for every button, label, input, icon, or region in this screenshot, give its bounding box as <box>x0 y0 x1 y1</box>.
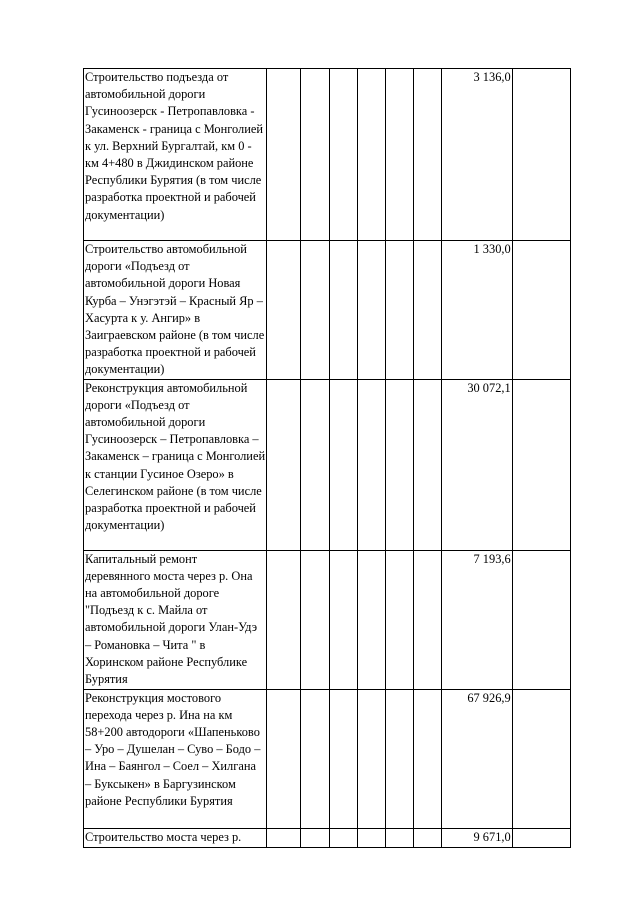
empty-cell <box>301 828 329 847</box>
table-row <box>84 689 571 828</box>
empty-cell <box>329 828 357 847</box>
empty-cell <box>267 241 301 380</box>
table-row <box>84 241 571 380</box>
empty-cell <box>357 550 385 689</box>
empty-cell <box>512 689 570 828</box>
empty-cell <box>329 69 357 241</box>
empty-cell <box>329 689 357 828</box>
empty-cell <box>413 379 441 550</box>
amount-cell: 3 136,0 <box>441 69 512 241</box>
empty-cell <box>357 379 385 550</box>
empty-cell <box>357 828 385 847</box>
table-row <box>84 69 571 241</box>
project-name-cell: Строительство автомобильной дороги «Подъезд от автомобильной дороги Новая Курба – Унэгэтэй – Красный Яр – Хасурта к у. Ангир» в Заиграевском районе (в том числе разработка проектной и рабочей документации) <box>84 241 267 380</box>
empty-cell <box>512 69 570 241</box>
empty-cell <box>512 550 570 689</box>
amount-cell: 30 072,1 <box>441 379 512 550</box>
empty-cell <box>357 69 385 241</box>
amount-cell: 7 193,6 <box>441 550 512 689</box>
empty-cell <box>512 828 570 847</box>
empty-cell <box>413 689 441 828</box>
empty-cell <box>385 828 413 847</box>
empty-cell <box>413 550 441 689</box>
empty-cell <box>385 550 413 689</box>
table-row <box>84 828 571 847</box>
amount-cell: 1 330,0 <box>441 241 512 380</box>
empty-cell <box>512 241 570 380</box>
empty-cell <box>329 550 357 689</box>
table-row <box>84 379 571 550</box>
table-row <box>84 550 571 689</box>
project-name-cell: Строительство моста через р. <box>84 828 267 847</box>
empty-cell <box>267 550 301 689</box>
empty-cell <box>329 241 357 380</box>
project-name-cell: Строительство подъезда от автомобильной дороги Гусиноозерск - Петропавловка - Закаменск - граница с Монголией к ул. Верхний Бургалтай, км 0 - км 4+480 в Джидинском районе Республики Бурятия (в том числе разработка проектной и рабочей документации) <box>84 69 267 241</box>
empty-cell <box>301 689 329 828</box>
amount-cell: 67 926,9 <box>441 689 512 828</box>
empty-cell <box>267 379 301 550</box>
empty-cell <box>301 550 329 689</box>
empty-cell <box>267 689 301 828</box>
empty-cell <box>413 828 441 847</box>
empty-cell <box>301 241 329 380</box>
budget-table <box>83 68 571 848</box>
empty-cell <box>385 69 413 241</box>
amount-cell: 9 671,0 <box>441 828 512 847</box>
project-name-cell: Реконструкция автомобильной дороги «Подъезд от автомобильной дороги Гусиноозерск – Петропавловка – Закаменск – граница с Монголией к станции Гусиное Озеро» в Селегинском районе (в том числе разработка проектной и рабочей документации) <box>84 379 267 550</box>
empty-cell <box>385 689 413 828</box>
empty-cell <box>413 69 441 241</box>
project-name-cell: Реконструкция мостового перехода через р. Ина на км 58+200 автодороги «Шапеньково – Уро – Душелан – Суво – Бодо – Ина – Баянгол – Соел – Хилгана – Буксыкен» в Баргузинском районе Республики Бурятия <box>84 689 267 828</box>
empty-cell <box>385 241 413 380</box>
empty-cell <box>301 379 329 550</box>
empty-cell <box>329 379 357 550</box>
empty-cell <box>267 69 301 241</box>
empty-cell <box>512 379 570 550</box>
empty-cell <box>385 379 413 550</box>
empty-cell <box>357 241 385 380</box>
empty-cell <box>357 689 385 828</box>
empty-cell <box>413 241 441 380</box>
empty-cell <box>301 69 329 241</box>
project-name-cell: Капитальный ремонт деревянного моста через р. Она на автомобильной дороге "Подъезд к с. Майла от автомобильной дороги Улан-Удэ – Романовка – Чита " в Хоринском районе Республике Бурятия <box>84 550 267 689</box>
empty-cell <box>267 828 301 847</box>
